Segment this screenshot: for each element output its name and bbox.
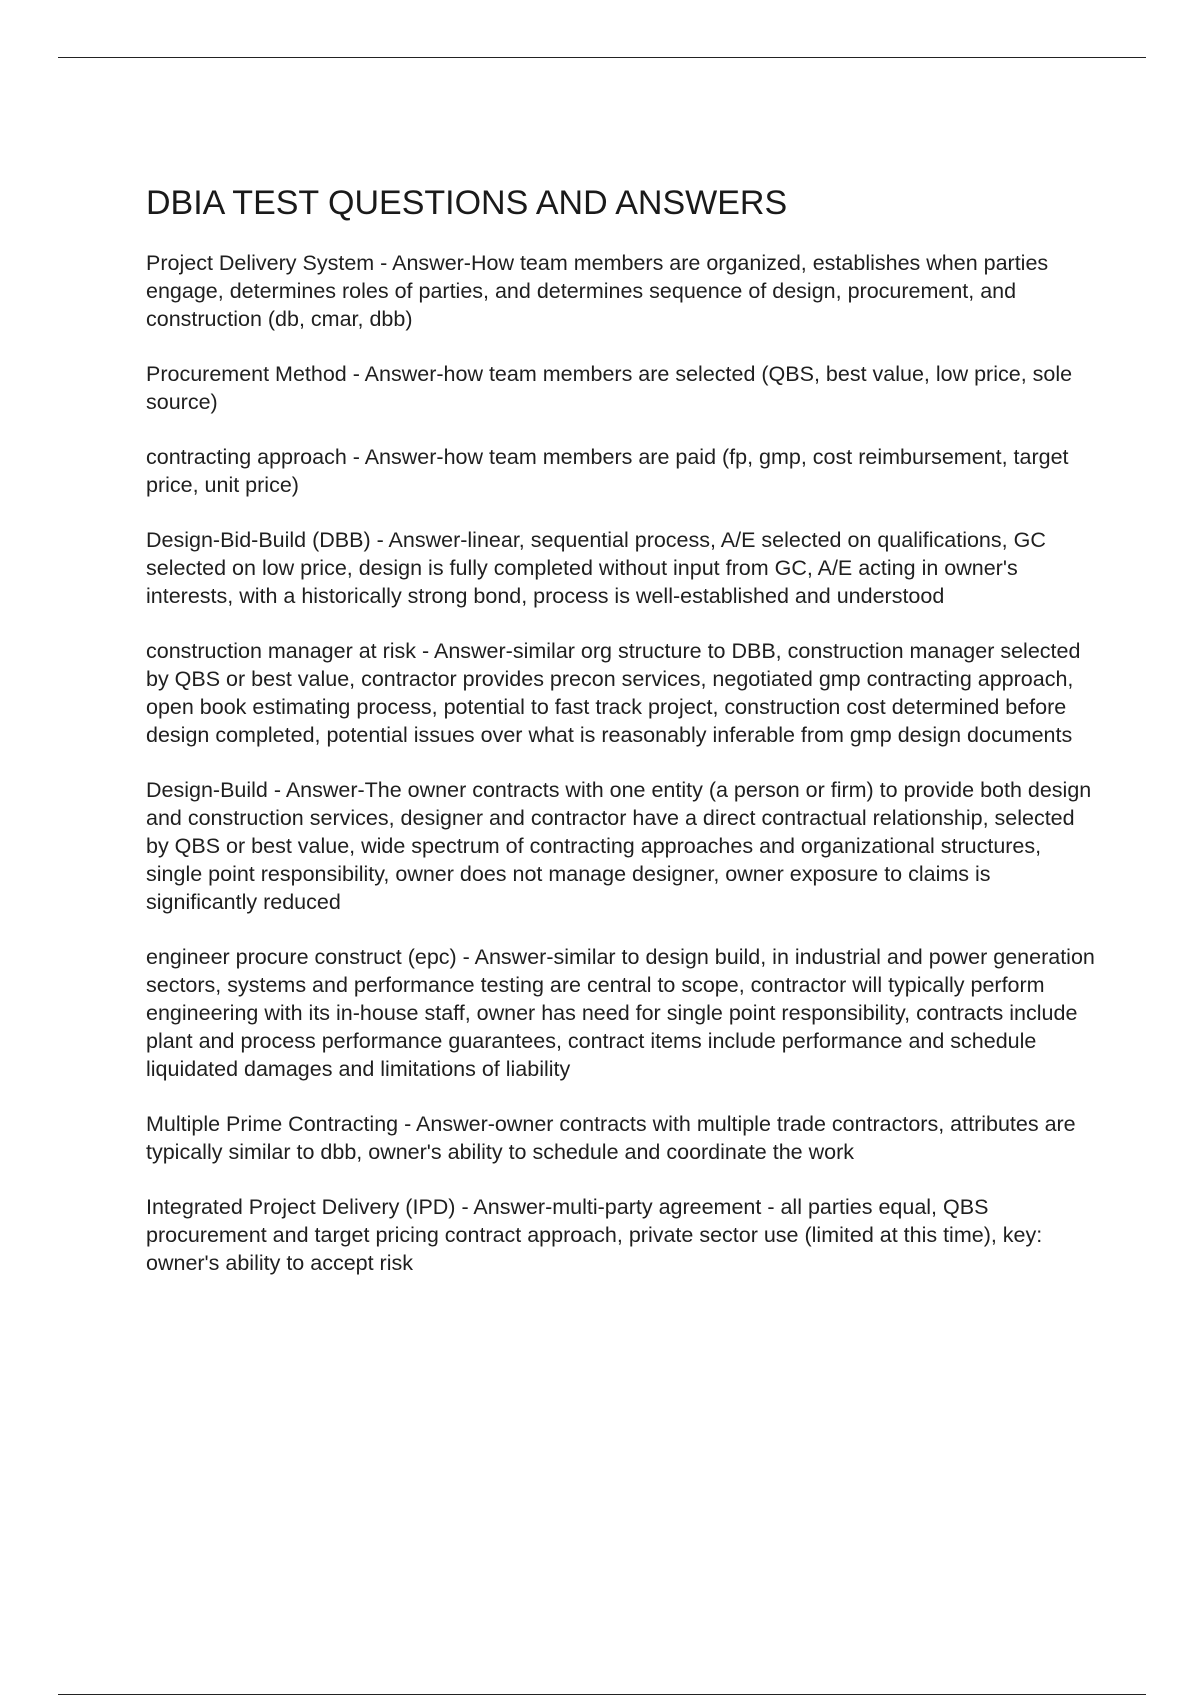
qa-item-multiple-prime-contracting: Multiple Prime Contracting - Answer-owner contracts with multiple trade contractors, attributes are typically similar to dbb, owner's ability to schedule and coordinate the work — [146, 1112, 1076, 1164]
document-title: DBIA TEST QUESTIONS AND ANSWERS — [146, 184, 788, 222]
document-body — [146, 183, 1096, 1304]
qa-item-construction-manager-at-risk: construction manager at risk - Answer-similar org structure to DBB, construction manager selected by QBS or best value, contractor provides precon services, negotiated gmp contracting approach, open book estimating process, potential to fast track project, construction cost determined before design completed, potential issues over what is reasonably inferable from gmp design documents — [146, 639, 1081, 747]
qa-item-design-build: Design-Build - Answer-The owner contracts with one entity (a person or firm) to provide both design and construction services, designer and contractor have a direct contractual relationship, selected by QBS or best value, wide spectrum of contracting approaches and organizational structures, single point responsibility, owner does not manage designer, owner exposure to claims is significantly reduced — [146, 778, 1092, 914]
qa-list — [146, 249, 1096, 1277]
qa-item-integrated-project-delivery: Integrated Project Delivery (IPD) - Answer-multi-party agreement - all parties equal, QBS procurement and target pricing contract approach, private sector use (limited at this time), key: owner's ability to accept risk — [146, 1195, 1043, 1275]
qa-item-engineer-procure-construct: engineer procure construct (epc) - Answer-similar to design build, in industrial and power generation sectors, systems and performance testing are central to scope, contractor will typically perform engineering with its in-house staff, owner has need for single point responsibility, contracts include plant and process performance guarantees, contract items include performance and schedule liquidated damages and limitations of liability — [146, 945, 1095, 1081]
qa-item-project-delivery-system: Project Delivery System - Answer-How team members are organized, establishes when parties engage, determines roles of parties, and determines sequence of design, procurement, and construction (db, cmar, dbb) — [146, 251, 1049, 331]
qa-item-design-bid-build: Design-Bid-Build (DBB) - Answer-linear, sequential process, A/E selected on qualifications, GC selected on low price, design is fully completed without input from GC, A/E acting in owner's interests, with a historically strong bond, process is well-established and understood — [146, 528, 1046, 608]
footer-rule — [58, 1694, 1146, 1695]
qa-item-procurement-method: Procurement Method - Answer-how team members are selected (QBS, best value, low price, sole source) — [146, 362, 1073, 414]
header-rule — [58, 57, 1146, 58]
qa-item-contracting-approach: contracting approach - Answer-how team members are paid (fp, gmp, cost reimbursement, target price, unit price) — [146, 445, 1069, 497]
